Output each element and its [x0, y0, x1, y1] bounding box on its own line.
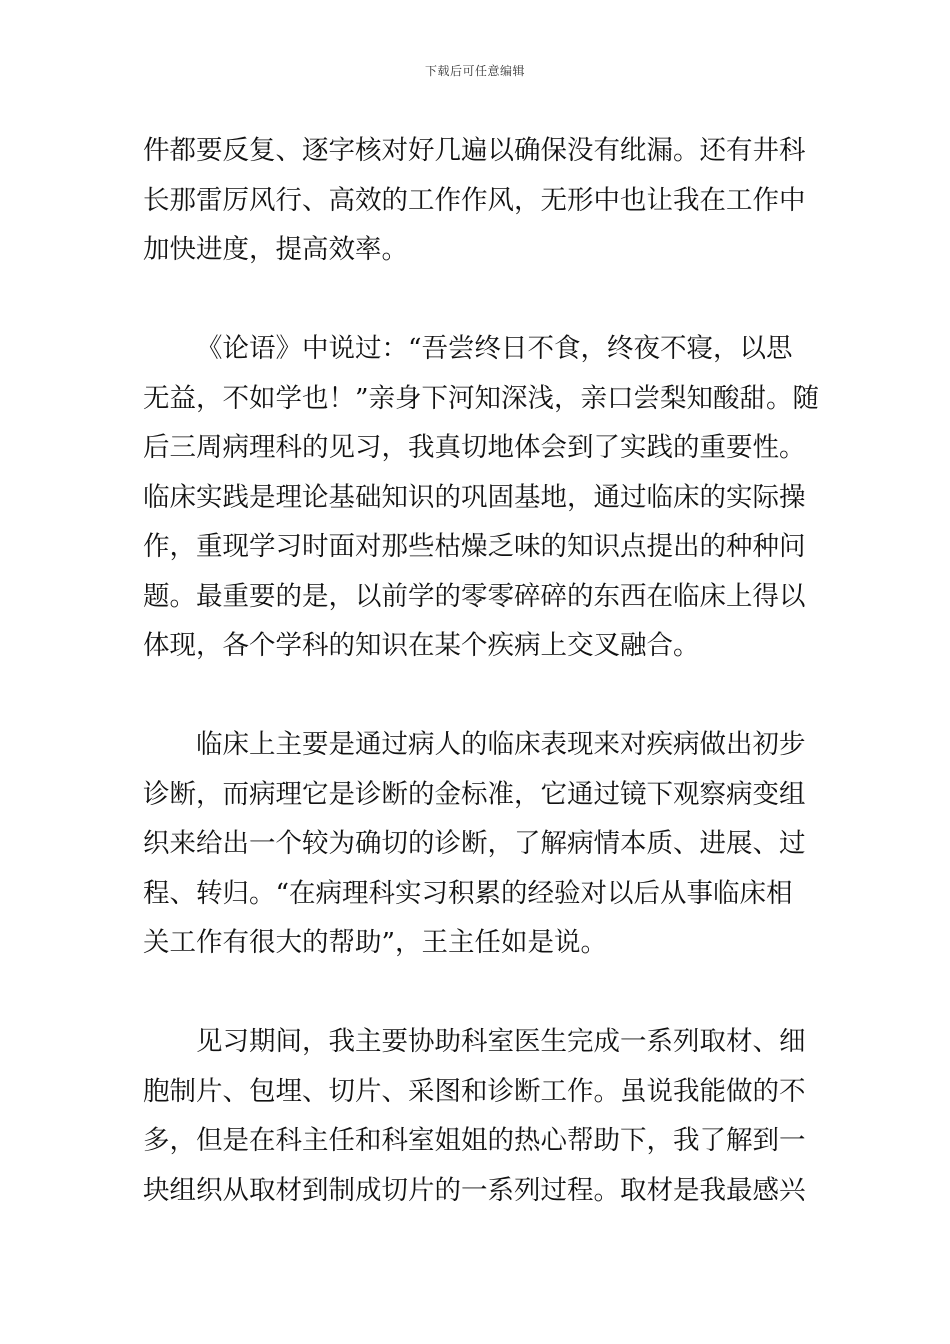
text-line: 关工作有很大的帮助”，王主任如是说。: [143, 927, 608, 958]
text-line: 《论语》中说过：“吾尝终日不食，终夜不寝，以思: [196, 333, 793, 364]
text-line: 临床实践是理论基础知识的巩固基地，通过临床的实际操: [143, 481, 806, 513]
paragraph-2: [143, 324, 820, 671]
paragraph-spacer: [143, 275, 808, 325]
text-line: 体现，各个学科的知识在某个疾病上交叉融合。: [143, 630, 700, 661]
paragraph-spacer: [143, 671, 808, 721]
text-line: 织来给出一个较为确切的诊断，了解病情本质、进展、过: [143, 828, 806, 859]
document-body: [143, 126, 820, 1215]
text-line: 件都要反复、逐字核对好几遍以确保没有纰漏。还有井科: [143, 135, 806, 166]
text-line: 作，重现学习时面对那些枯燥乏味的知识点提出的种种问: [143, 531, 806, 562]
text-line: 长那雷厉风行、高效的工作作风，无形中也让我在工作中: [143, 184, 806, 216]
text-line: 程、转归。“在病理科实习积累的经验对以后从事临床相: [143, 877, 793, 909]
text-line: 胞制片、包埋、切片、采图和诊断工作。虽说我能做的不: [143, 1075, 806, 1107]
text-line: 无益，不如学也！”亲身下河知深浅，亲口尝梨知酸甜。随: [143, 382, 820, 414]
text-line: 多，但是在科主任和科室姐姐的热心帮助下，我了解到一: [143, 1125, 806, 1156]
text-line: 块组织从取材到制成切片的一系列过程。取材是我最感兴: [143, 1174, 806, 1206]
page-header: 下载后可任意编辑: [424, 64, 525, 78]
paragraph-spacer: [143, 968, 808, 1018]
paragraph-4: [143, 1017, 808, 1215]
text-line: 后三周病理科的见习，我真切地体会到了实践的重要性。: [143, 432, 806, 463]
paragraph-1: [143, 126, 808, 275]
text-line: 见习期间，我主要协助科室医生完成一系列取材、细: [196, 1026, 806, 1057]
text-line: 诊断，而病理它是诊断的金标准，它通过镜下观察病变组: [143, 778, 806, 810]
text-line: 题。最重要的是，以前学的零零碎碎的东西在临床上得以: [143, 580, 806, 612]
text-line: 加快进度，提高效率。: [143, 234, 408, 265]
paragraph-3: [143, 720, 808, 968]
text-line: 临床上主要是通过病人的临床表现来对疾病做出初步: [196, 729, 806, 760]
